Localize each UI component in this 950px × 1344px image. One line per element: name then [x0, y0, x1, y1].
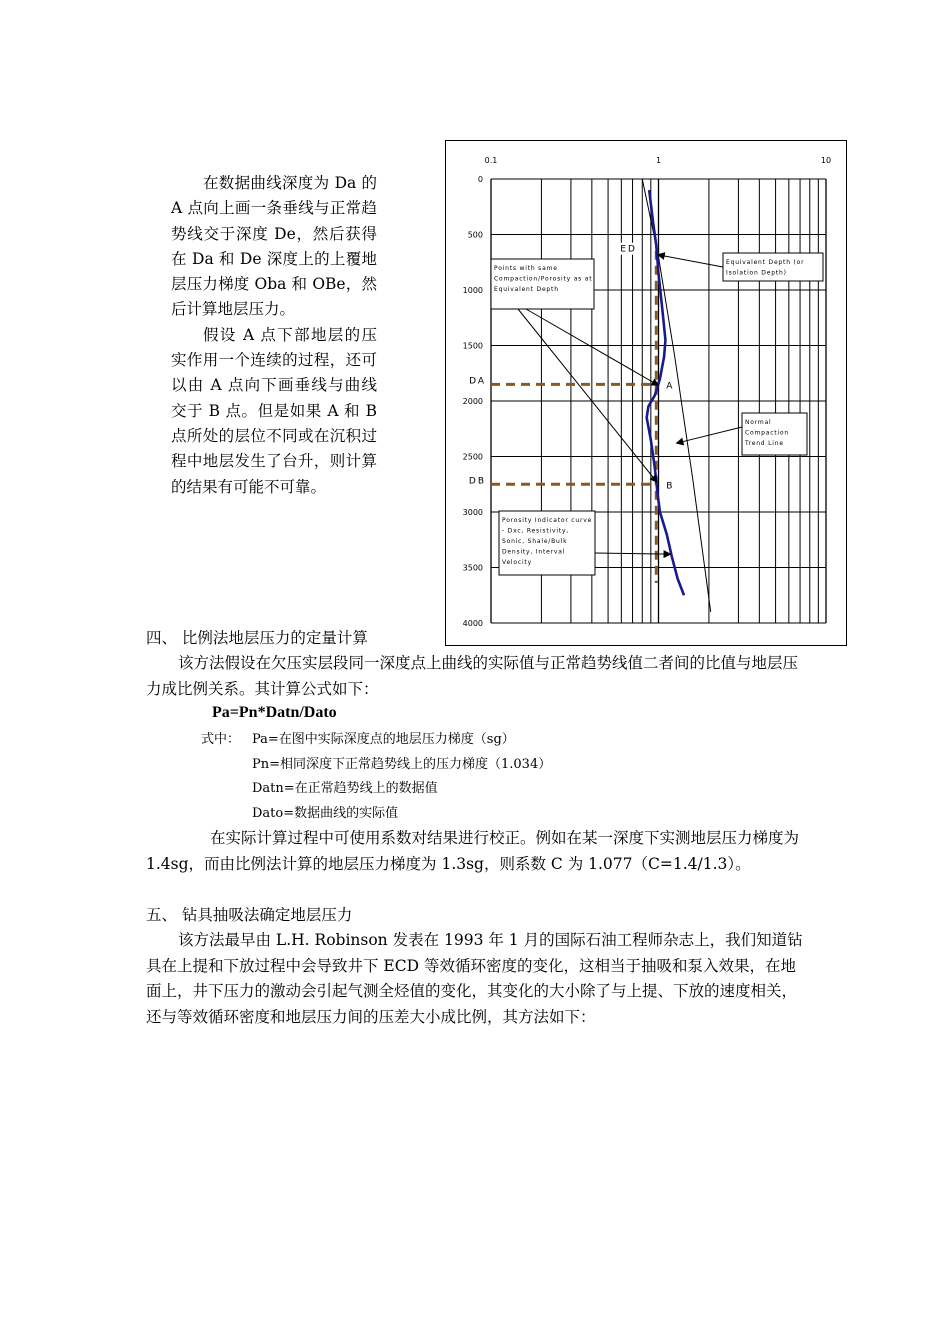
curve-arrow: [595, 553, 671, 554]
section4-body: [146, 651, 806, 702]
y-tick-label: 3500: [462, 563, 483, 573]
ed-label: ED: [620, 244, 637, 255]
point-a-label: A: [666, 381, 675, 392]
y-tick-label: 2500: [462, 452, 483, 462]
definition-pa: Pa=在图中实际深度点的地层压力梯度（sg）: [252, 732, 515, 747]
y-tick-label: 0: [477, 175, 483, 184]
point-b-label: B: [666, 481, 675, 492]
porosity-curve-annotation-text: Density, Interval: [502, 548, 566, 556]
normal-trend-annotation-text: Trend Line: [745, 440, 784, 447]
y-tick-label: 1000: [462, 286, 483, 295]
x-tick-label: 1: [655, 156, 662, 165]
points-same-annotation-text: Compaction/Porosity as at: [494, 275, 593, 283]
points-same-annotation-text: Equivalent Depth: [494, 286, 559, 293]
section4-note-block: [146, 826, 806, 877]
normal-trend-annotation-text: Normal: [745, 419, 772, 426]
chart-frame: [445, 140, 847, 646]
x-tick-label: 0.1: [484, 156, 498, 165]
y-tick-label: 1500: [462, 341, 483, 351]
normal-trend-annotation-text: Compaction: [745, 429, 789, 437]
equiv-depth-arrow: [658, 255, 723, 267]
definition-list: [252, 728, 551, 826]
normal-trend-line: [642, 179, 710, 612]
section5-text: 该方法最早由 L.H. Robinson 发表在 1993 年 1 月的国际石油工程师杂志上，我们知道钻具在上提和下放过程中会导致井下 ECD 等效循环密度的变化，这相当于抽吸和泵入效果，在地面上，井下压力的激动会引起气测全烃值的变化，其变化的大小除了与上提、下放的速度相关，还与等效循环密度和地层压力间的压差大小成比例，其方法如下：: [146, 931, 803, 1026]
side-paragraph-1: 在数据曲线深度为 Da 的 A 点向上画一条垂线与正常趋势线交于深度 De，然后获得在 Da 和 De 深度上的上覆地层压力梯度 Oba 和 OBe，然后计算地层压力。: [171, 174, 377, 319]
porosity-curve-annotation-text: Velocity: [502, 559, 532, 566]
definition-pn: Pn=相同深度下正常趋势线上的压力梯度（1.034）: [252, 756, 552, 772]
porosity-curve-annotation-text: Sonic, Shale/Bulk: [502, 538, 568, 545]
where-label: 式中：: [201, 732, 241, 747]
section4-note: 在实际计算过程中可使用系数对结果进行校正。例如在某一深度下实测地层压力梯度为 1.4sg，而由比例法计算的地层压力梯度为 1.3sg，则系数 C 为 1.077（C=1.4/1.3）。: [146, 829, 800, 873]
y-tick-label: 4000: [462, 619, 483, 628]
definition-dato: Dato=数据曲线的实际值: [252, 805, 399, 821]
section5-body: [146, 928, 806, 1030]
section5-heading: 五、 钻具抽吸法确定地层压力: [146, 906, 353, 924]
formula: Pa=Pn*Datn/Dato: [212, 704, 337, 721]
y-tick-label: 2000: [462, 397, 483, 406]
porosity-curve-annotation-text: - Dxc, Resistivity,: [502, 527, 570, 535]
porosity-data-curve: [647, 190, 684, 595]
porosity-curve-annotation-text: Porosity Indicator curve: [502, 517, 593, 524]
da-label: DA: [469, 376, 486, 387]
equivalent-depth-annotation-text: Isolation Depth): [726, 269, 787, 277]
x-tick-label: 10: [820, 156, 832, 165]
side-paragraph-2: 假设 A 点下部地层的压实作用一个连续的过程，还可以由 A 点向下画垂线与曲线交于 B 点。但是如果 A 和 B 点所处的层位不同或在沉积过程中地层发生了台升，则计算的结果有可能不可靠。: [171, 325, 377, 496]
definition-datn: Datn=在正常趋势线上的数据值: [252, 781, 438, 796]
db-label: DB: [468, 476, 486, 487]
section4-intro: 该方法假设在欠压实层段同一深度点上曲线的实际值与正常趋势线值二者间的比值与地层压力成比例关系。其计算公式如下：: [146, 654, 799, 698]
equivalent-depth-annotation-box: [723, 253, 823, 281]
section4-heading: 四、 比例法地层压力的定量计算: [146, 629, 368, 647]
depth-chart: [446, 141, 846, 645]
y-tick-label: 3000: [462, 508, 483, 517]
points-same-annotation-text: Points with same: [494, 265, 558, 272]
equivalent-depth-annotation-text: Equivalent Depth (or: [726, 259, 805, 266]
y-tick-label: 500: [467, 230, 483, 240]
side-text: [171, 171, 377, 500]
